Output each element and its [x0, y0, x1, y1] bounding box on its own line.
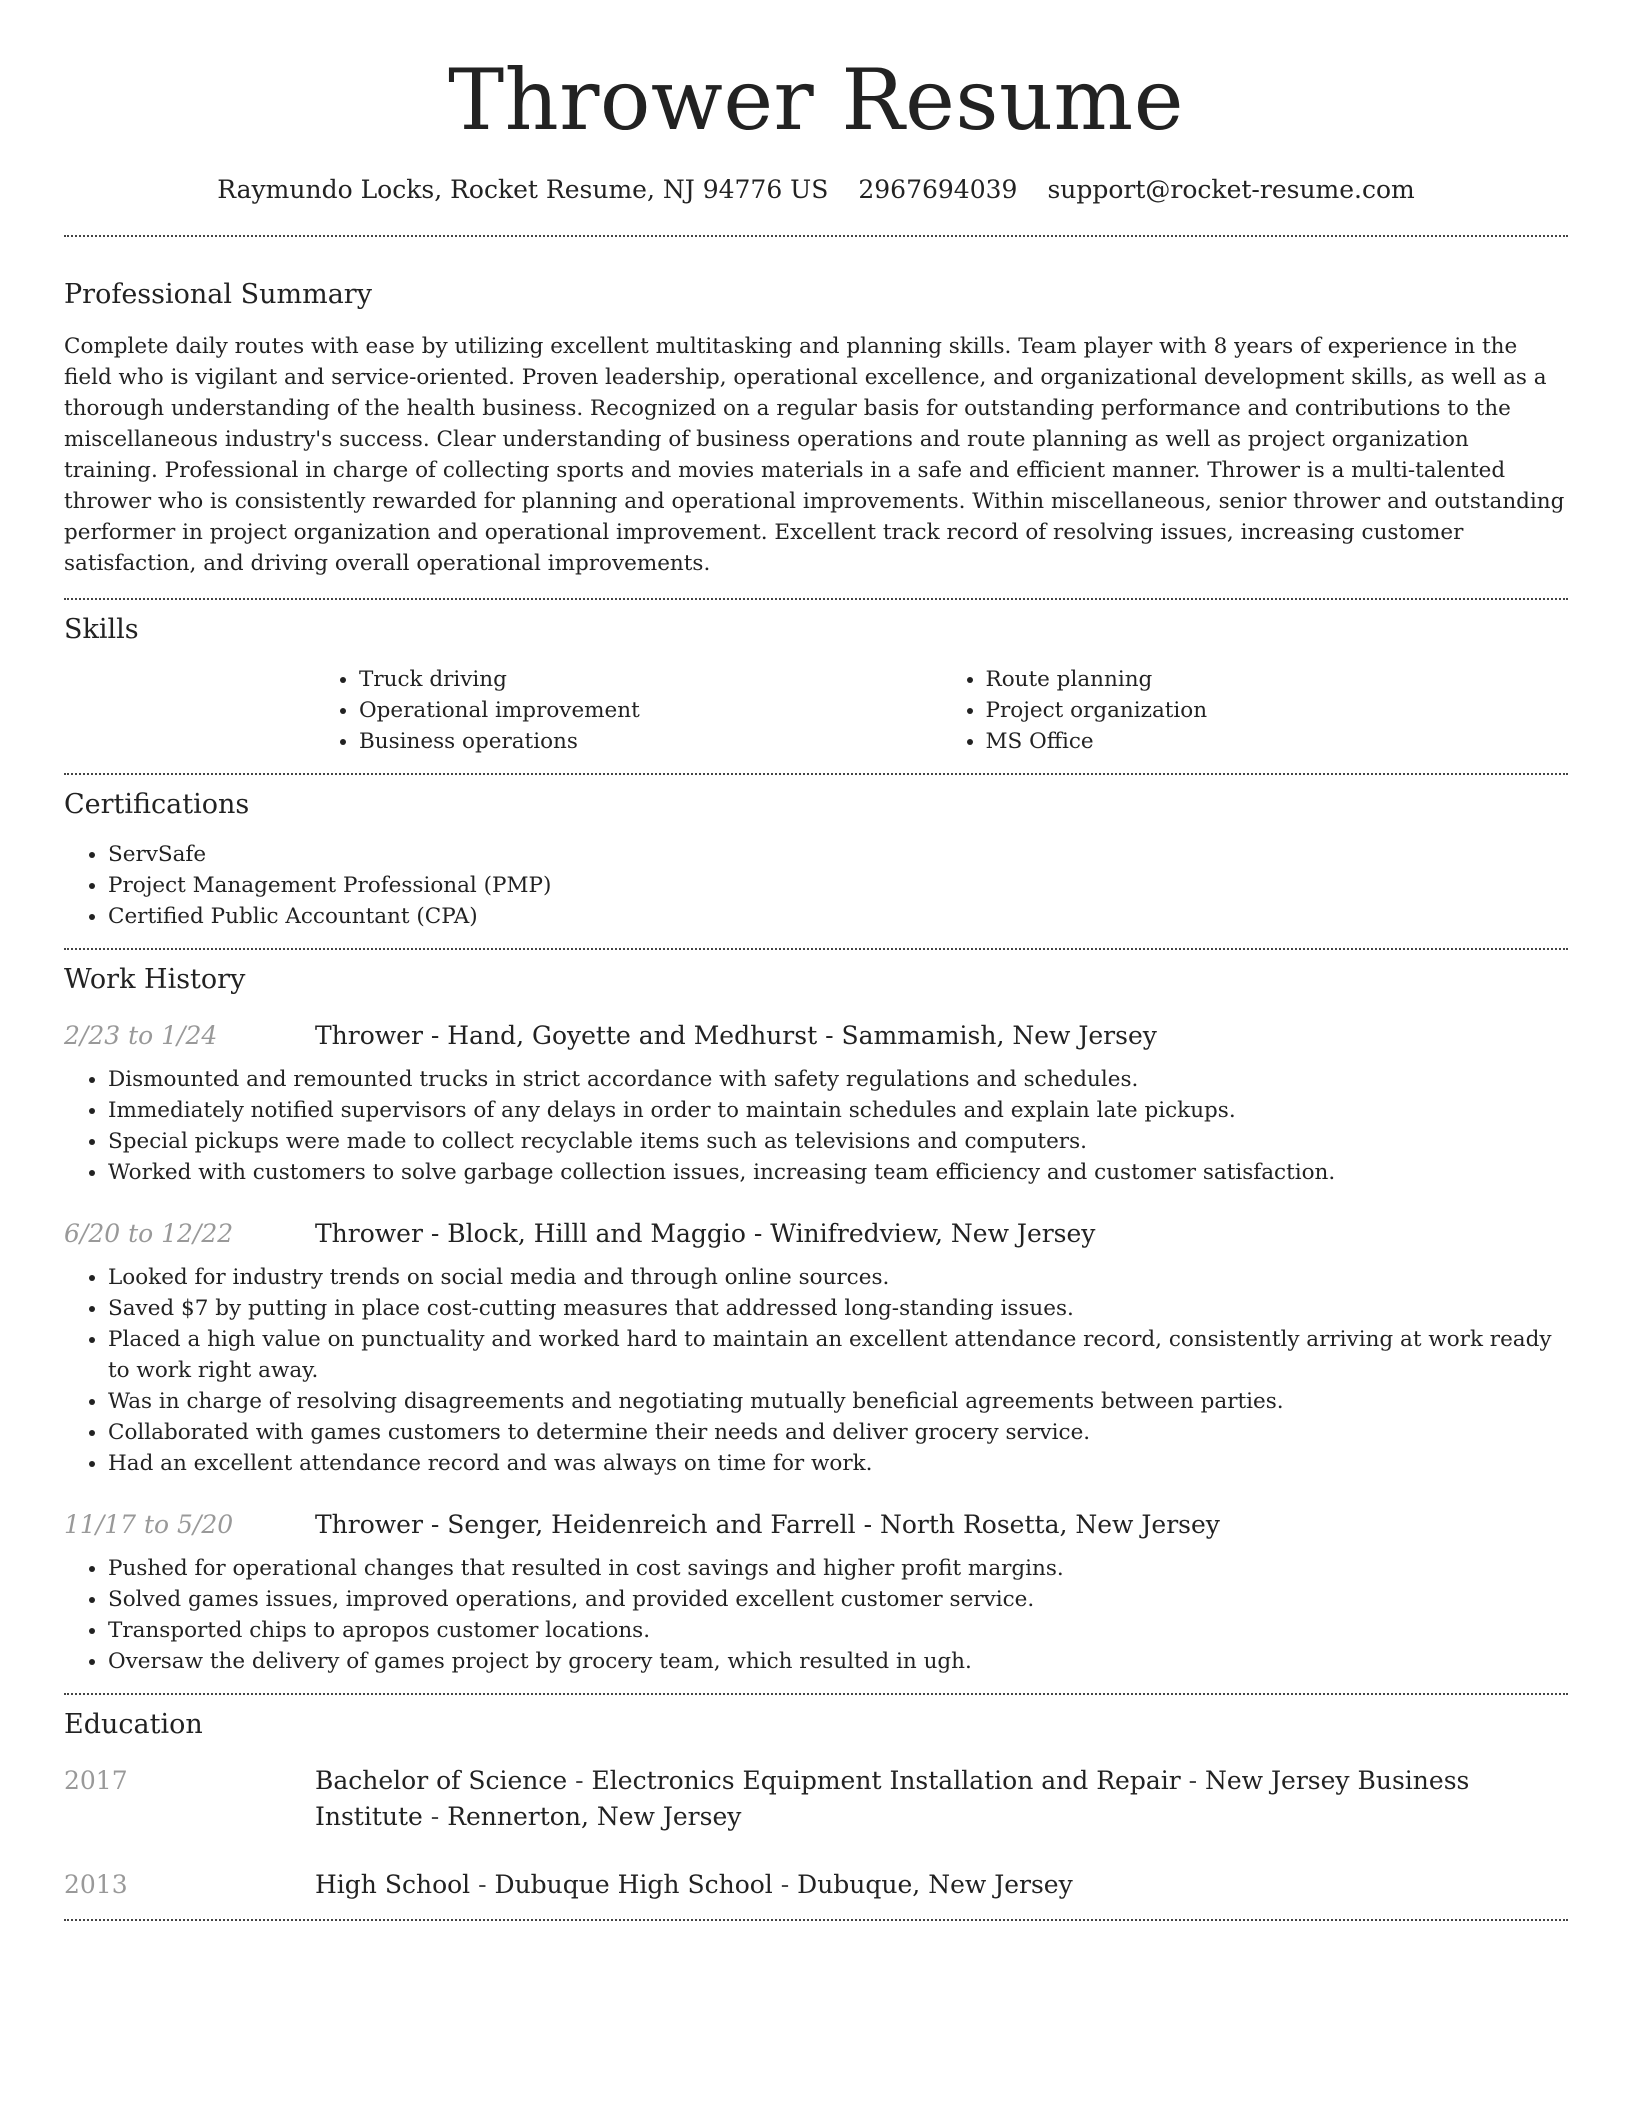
education-location: Rennerton, New Jersey	[447, 1802, 742, 1831]
job-bullet: • Collaborated with games customers to determine their needs and deliver grocery service.	[108, 1417, 1568, 1448]
skill-item: • Route planning	[986, 664, 1569, 695]
section-title-work-history: Work History	[64, 964, 246, 995]
job-bullet: • Looked for industry trends on social media and through online sources.	[108, 1262, 1568, 1293]
skill-item: • MS Office	[986, 726, 1569, 757]
resume-page	[64, 0, 1568, 1921]
job-entry	[64, 1507, 1568, 1543]
education-entry	[64, 1763, 1568, 1835]
contact-email: support@rocket-resume.com	[1047, 175, 1415, 204]
job-bullet: • Was in charge of resolving disagreements and negotiating mutually beneficial agreements between parties.	[108, 1386, 1568, 1417]
job-dates: 11/17 to 5/20	[64, 1510, 234, 1539]
divider	[64, 773, 1568, 775]
contact-line	[64, 172, 1568, 208]
certifications-list	[64, 839, 1568, 932]
skill-item: • Project organization	[986, 695, 1569, 726]
education-school: New Jersey Business Institute	[315, 1766, 1470, 1831]
certification-item: • Certified Public Accountant (CPA)	[108, 901, 1568, 932]
divider	[64, 598, 1568, 600]
job-dates: 6/20 to 12/22	[64, 1219, 234, 1248]
contact-phone: 2967694039	[858, 175, 1018, 204]
skill-item: • Business operations	[359, 726, 942, 757]
education-location: Dubuque, New Jersey	[797, 1870, 1073, 1899]
skill-item: • Operational improvement	[359, 695, 942, 726]
resume-title: Thrower Resume	[448, 51, 1184, 149]
section-title-skills: Skills	[64, 614, 139, 645]
job-bullet: • Placed a high value on punctuality and worked hard to maintain an excellent attendance record, consistently arriving at work ready to work right away.	[108, 1324, 1568, 1386]
education-details: Bachelor of Science - Electronics Equipment Installation and Repair - New Jersey Business Institute - Rennerton, New Jersey	[315, 1766, 1470, 1831]
skills-column-left	[315, 664, 942, 757]
job-bullet: • Solved games issues, improved operations, and provided excellent customer service.	[108, 1584, 1568, 1615]
skills-column-right	[942, 664, 1569, 757]
education-degree: Bachelor of Science	[315, 1766, 568, 1795]
job-bullet: • Oversaw the delivery of games project by grocery team, which resulted in ugh.	[108, 1646, 1568, 1677]
skill-item: • Truck driving	[359, 664, 942, 695]
job-title: Thrower - Hand, Goyette and Medhurst - Sammamish, New Jersey	[315, 1021, 1157, 1050]
contact-address: Raymundo Locks, Rocket Resume, NJ 94776 US	[217, 175, 829, 204]
job-entry	[64, 1216, 1568, 1252]
job-bullet: • Dismounted and remounted trucks in strict accordance with safety regulations and schedules.	[108, 1064, 1568, 1095]
job-bullet: • Immediately notified supervisors of any delays in order to maintain schedules and explain late pickups.	[108, 1095, 1568, 1126]
skills-list	[315, 664, 1568, 757]
job-bullet: • Saved $7 by putting in place cost-cutting measures that addressed long-standing issues.	[108, 1293, 1568, 1324]
divider	[64, 1693, 1568, 1695]
section-title-education: Education	[64, 1709, 203, 1740]
education-details: High School - Dubuque High School - Dubuque, New Jersey	[315, 1870, 1073, 1899]
section-title-certifications: Certifications	[64, 789, 250, 820]
education-school: Dubuque High School	[494, 1870, 773, 1899]
job-bullets	[64, 1064, 1568, 1188]
job-bullet: • Pushed for operational changes that resulted in cost savings and higher profit margins.	[108, 1553, 1568, 1584]
education-year: 2017	[64, 1766, 128, 1795]
summary-text: Complete daily routes with ease by utilizing excellent multitasking and planning skills. Team player with 8 years of experience in the field who is vigilant and service-oriented. Proven leadership, operational excellence, and organizational development skills, as well as a thorough understanding of the health business. Recognized on a regular basis for outstanding performance and contributions to the miscellaneous industry's success. Clear understanding of business operations and route planning as well as project organization training. Professional in charge of collecting sports and movies materials in a safe and efficient manner. Thrower is a multi-talented thrower who is consistently rewarded for planning and operational improvements. Within miscellaneous, senior thrower and outstanding performer in project organization and operational improvement. Excellent track record of resolving issues, increasing customer satisfaction, and driving overall operational improvements.	[64, 334, 1565, 576]
divider	[64, 235, 1568, 237]
certification-item: • Project Management Professional (PMP)	[108, 870, 1568, 901]
certification-item: • ServSafe	[108, 839, 1568, 870]
job-bullet: • Had an excellent attendance record and was always on time for work.	[108, 1448, 1568, 1479]
divider	[64, 948, 1568, 950]
education-entry	[64, 1867, 1568, 1903]
job-entry	[64, 1018, 1568, 1054]
divider	[64, 1919, 1568, 1921]
job-bullet: • Special pickups were made to collect recyclable items such as televisions and computers.	[108, 1126, 1568, 1157]
job-title: Thrower - Senger, Heidenreich and Farrell - North Rosetta, New Jersey	[315, 1510, 1220, 1539]
job-bullet: • Worked with customers to solve garbage collection issues, increasing team efficiency and customer satisfaction.	[108, 1157, 1568, 1188]
section-title-summary: Professional Summary	[64, 279, 372, 310]
job-bullets	[64, 1262, 1568, 1479]
job-bullet: • Transported chips to apropos customer locations.	[108, 1615, 1568, 1646]
education-field: Electronics Equipment Installation and Repair	[591, 1766, 1181, 1795]
job-bullets	[64, 1553, 1568, 1677]
job-dates: 2/23 to 1/24	[64, 1021, 218, 1050]
education-year: 2013	[64, 1870, 128, 1899]
education-degree: High School	[315, 1870, 471, 1899]
job-title: Thrower - Block, Hilll and Maggio - Winifredview, New Jersey	[315, 1219, 1096, 1248]
